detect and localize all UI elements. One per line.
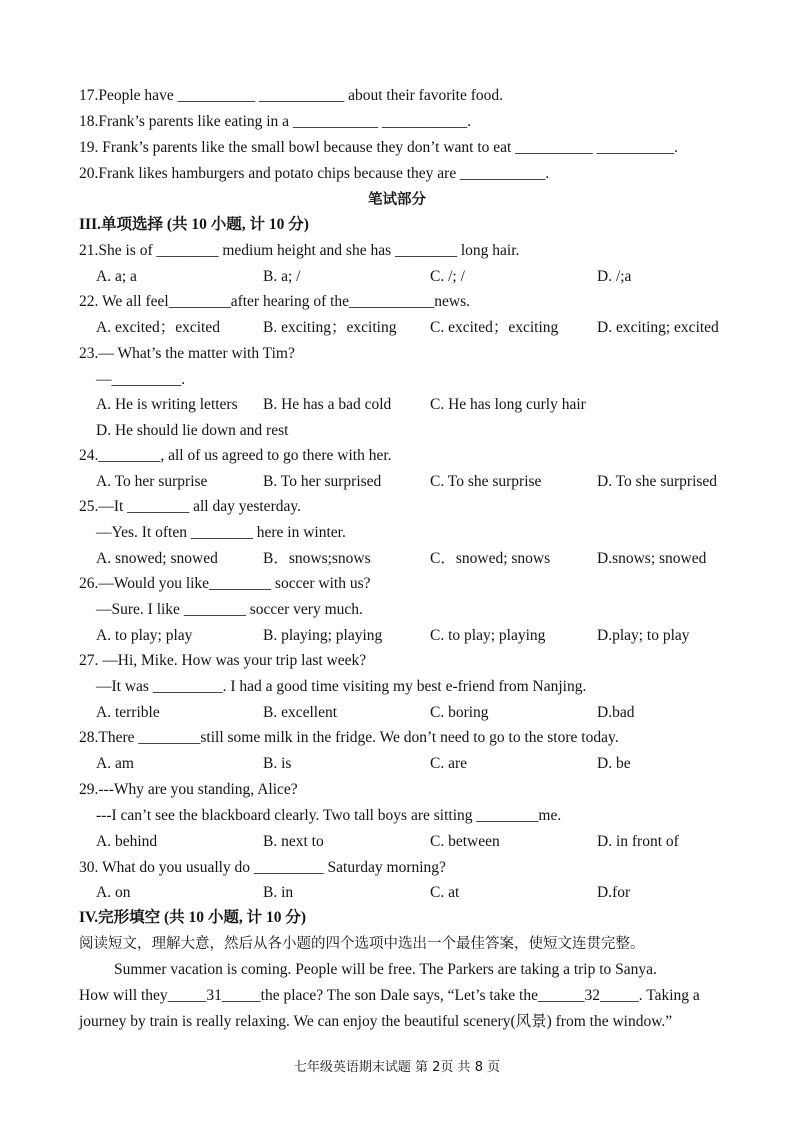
q21-option-c: C. /; /: [430, 268, 465, 285]
q29-option-b: B. next to: [263, 833, 324, 850]
q23-option-a: A. He is writing letters: [96, 396, 238, 413]
q27-option-c: C. boring: [430, 704, 489, 721]
question-23: 23.— What’s the matter with Tim?: [79, 345, 295, 362]
question-21: 21.She is of ________ medium height and she has ________ long hair.: [79, 242, 520, 259]
q22-option-c: C. excited；exciting: [430, 319, 559, 336]
question-26: 26.—Would you like________ soccer with us?: [79, 575, 371, 592]
question-25-reply: —Yes. It often ________ here in winter.: [96, 524, 346, 541]
q25-option-b: B．snows;snows: [263, 550, 371, 567]
passage-line-3: journey by train is really relaxing. We can enjoy the beautiful scenery(风景) from the window.”: [79, 1013, 673, 1030]
q30-option-b: B. in: [263, 884, 294, 901]
q24-option-a: A. To her surprise: [96, 473, 208, 490]
q30-option-d: D.for: [597, 884, 631, 901]
q24-option-c: C. To she surprise: [430, 473, 542, 490]
q22-option-d: D. exciting; excited: [597, 319, 719, 336]
q29-option-a: A. behind: [96, 833, 158, 850]
q23-option-d: D. He should lie down and rest: [96, 422, 289, 439]
q30-option-a: A. on: [96, 884, 131, 901]
question-28: 28.There ________still some milk in the fridge. We don’t need to go to the store today.: [79, 729, 619, 746]
question-24: 24.________, all of us agreed to go there with her.: [79, 447, 392, 464]
q25-option-d: D.snows; snowed: [597, 550, 707, 567]
q26-option-a: A. to play; play: [96, 627, 193, 644]
q29-option-d: D. in front of: [597, 833, 679, 850]
q30-option-c: C. at: [430, 884, 460, 901]
q23-option-b: B. He has a bad cold: [263, 396, 392, 413]
q21-option-b: B. a; /: [263, 268, 301, 285]
question-29: 29.---Why are you standing, Alice?: [79, 781, 298, 798]
question-30: 30. What do you usually do _________ Saturday morning?: [79, 859, 446, 876]
question-20: 20.Frank likes hamburgers and potato chips because they are ___________.: [79, 165, 550, 182]
q24-option-d: D. To she surprised: [597, 473, 718, 490]
q21-option-a: A. a; a: [96, 268, 137, 285]
q22-option-b: B. exciting；exciting: [263, 319, 397, 336]
passage-line-2: How will they_____31_____the place? The son Dale says, “Let’s take the______32_____. Taking a: [79, 987, 700, 1004]
q27-option-a: A. terrible: [96, 704, 160, 721]
passage-line-1: Summer vacation is coming. People will be free. The Parkers are taking a trip to Sanya.: [114, 961, 657, 978]
page-footer: 七年级英语期末试题 第 2页 共 8 页: [293, 1060, 501, 1075]
question-22: 22. We all feel________after hearing of the___________news.: [79, 293, 471, 310]
q28-option-a: A. am: [96, 755, 134, 772]
written-part-title: 笔试部分: [368, 192, 426, 208]
question-27: 27. —Hi, Mike. How was your trip last week?: [79, 652, 367, 669]
q26-option-c: C. to play; playing: [430, 627, 546, 644]
q25-option-a: A. snowed; snowed: [96, 550, 218, 567]
q24-option-b: B. To her surprised: [263, 473, 382, 490]
q26-option-b: B. playing; playing: [263, 627, 383, 644]
question-26-reply: —Sure. I like ________ soccer very much.: [96, 601, 363, 618]
cloze-instructions: 阅读短文，理解大意，然后从各小题的四个选项中选出一个最佳答案，使短文连贯完整。: [79, 936, 645, 952]
question-27-reply: —It was _________. I had a good time visiting my best e-friend from Nanjing.: [96, 678, 587, 695]
q25-option-c: C．snowed; snows: [430, 550, 551, 567]
q23-option-c: C. He has long curly hair: [430, 396, 586, 413]
question-29-reply: ---I can’t see the blackboard clearly. Two tall boys are sitting ________me.: [96, 807, 562, 824]
q22-option-a: A. excited；excited: [96, 319, 220, 336]
q28-option-d: D. be: [597, 755, 631, 772]
q26-option-d: D.play; to play: [597, 627, 690, 644]
q27-option-d: D.bad: [597, 704, 635, 721]
question-17: 17.People have __________ ___________ about their favorite food.: [79, 87, 504, 104]
question-18: 18.Frank’s parents like eating in a ___________ ___________.: [79, 113, 472, 130]
question-23-reply: —_________.: [96, 371, 186, 388]
question-19: 19. Frank’s parents like the small bowl because they don’t want to eat __________ __________.: [79, 139, 678, 156]
section-4-heading: IV.完形填空 (共 10 小题, 计 10 分): [79, 909, 307, 926]
q29-option-c: C. between: [430, 833, 500, 850]
question-25: 25.—It ________ all day yesterday.: [79, 498, 301, 515]
q28-option-c: C. are: [430, 755, 468, 772]
section-3-heading: III.单项选择 (共 10 小题, 计 10 分): [79, 216, 309, 233]
q27-option-b: B. excellent: [263, 704, 338, 721]
q28-option-b: B. is: [263, 755, 292, 772]
q21-option-d: D. /;a: [597, 268, 632, 285]
